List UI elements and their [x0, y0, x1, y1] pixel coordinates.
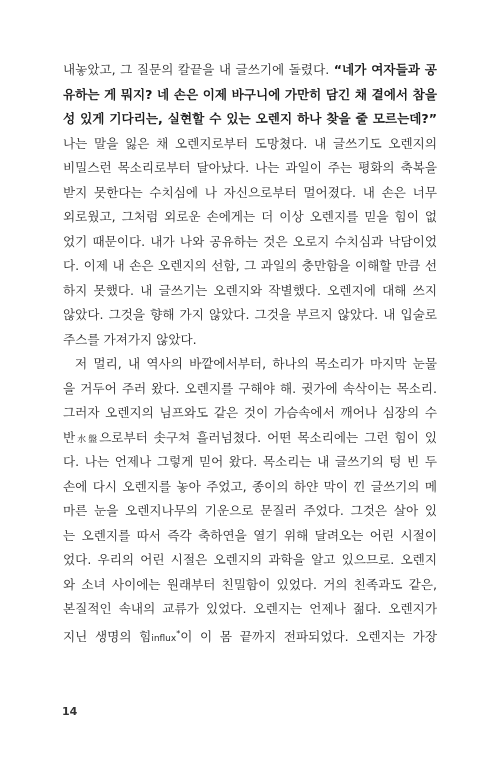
text-line [63, 450, 437, 475]
annotation-text: * [176, 628, 181, 638]
text-segment: 손에 다시 오렌지를 놓아 주었고, 종이의 하얀 막이 낀 글쓰기의 메 [63, 478, 437, 494]
text-segment: 는 오렌지를 따서 즉각 축하연을 열기 위해 달려오는 어린 시절이 [63, 527, 437, 543]
text-line [63, 328, 437, 353]
text-segment: 저 멀리, 내 역사의 바깥에서부터, 하나의 목소리가 마지막 눈물 [75, 356, 437, 371]
text-line [63, 83, 437, 108]
text-segment: 마른 눈을 오렌지나무의 기운으로 문질러 주었다. 그것은 살아 있 [63, 503, 437, 518]
text-segment: 내놓았고, 그 질문의 칼끝을 내 글쓰기에 돌렸다. [63, 62, 334, 77]
page-number: 14 [62, 705, 78, 718]
text-line [63, 254, 437, 279]
text-segment: 본질적인 속내의 교류가 있었다. 오렌지는 언제나 젊다. 오렌지가 [63, 601, 437, 616]
text-line [63, 622, 437, 647]
text-segment: 반 [63, 429, 76, 445]
text-line [63, 573, 437, 598]
text-segment: 비밀스런 목소리로부터 달아났다. 나는 과일이 주는 평화의 축복을 [63, 160, 437, 175]
text-segment: 받지 못한다는 수치심에 나 자신으로부터 멀어졌다. 내 손은 너무 [63, 184, 437, 200]
text-segment: 주스를 가져가지 않았다. [63, 331, 197, 347]
text-segment: 었기 때문이다. 내가 나와 공유하는 것은 오로지 수치심과 낙담이었 [63, 233, 437, 249]
text-line [63, 377, 437, 402]
text-segment: 이 이 몸 끝까지 전파되었다. 오렌지는 가장 [180, 628, 437, 644]
text-line [63, 205, 437, 230]
text-segment: 하지 못했다. 내 글쓰기는 오렌지와 작별했다. 오렌지에 대해 쓰지 [63, 282, 437, 298]
annotation-text: influx [151, 633, 177, 644]
text-segment: 었다. 우리의 어린 시절은 오렌지의 과학을 알고 있으므로. 오렌지 [63, 552, 437, 567]
text-segment: 와 소녀 사이에는 원래부터 친밀함이 있었다. 거의 친족과도 같은, [63, 576, 437, 592]
text-segment: 다. 나는 언제나 그렇게 믿어 왔다. 목소리는 내 글쓰기의 텅 빈 두 [63, 454, 437, 469]
text-segment: 지닌 생명의 힘 [63, 628, 152, 644]
text-line [63, 132, 437, 157]
text-line [63, 352, 437, 377]
text-line [63, 230, 437, 255]
text-line [63, 107, 437, 132]
text-line [63, 279, 437, 304]
emphasized-text: “네가 여자들과 공 [333, 62, 437, 77]
text-line [63, 499, 437, 524]
text-line [63, 426, 437, 451]
emphasized-text: 유하는 게 뭐지? 네 손은 이제 바구니에 가만히 담긴 채 곁에서 참을 [63, 86, 437, 102]
text-segment: 다. 이제 내 손은 오렌지의 선함, 그 과일의 충만함을 이해할 만큼 선 [63, 258, 437, 273]
emphasized-text: 성 있게 기다리는, 실현할 수 있는 오렌지 하나 찾을 줄 모르는데?” [63, 111, 437, 126]
text-line [63, 156, 437, 181]
text-segment: 않았다. 그것을 향해 가지 않았다. 그것을 부르지 않았다. 내 입술로 [63, 307, 437, 322]
text-segment: 그러자 오렌지의 님프와도 같은 것이 가슴속에서 깨어나 심장의 수 [63, 405, 437, 420]
text-line [63, 58, 437, 83]
text-segment: 외로웠고, 그처럼 외로운 손에게는 더 이상 오렌지를 믿을 힘이 없 [63, 209, 437, 224]
text-line [63, 303, 437, 328]
text-line [63, 181, 437, 206]
text-line [63, 401, 437, 426]
text-segment: 나는 말을 잃은 채 오렌지로부터 도망쳤다. 내 글쓰기도 오렌지의 [63, 135, 437, 151]
text-line [63, 475, 437, 500]
annotation-text: 水盤 [75, 434, 100, 445]
text-line [63, 548, 437, 573]
text-line [63, 524, 437, 549]
text-line [63, 597, 437, 622]
body-text [63, 58, 437, 646]
text-segment: 으로부터 솟구쳐 흘러넘쳤다. 어떤 목소리에는 그런 힘이 있 [99, 429, 437, 445]
text-segment: 을 거두어 주러 왔다. 오렌지를 구해야 해. 귓가에 속삭이는 목소리. [63, 380, 437, 396]
